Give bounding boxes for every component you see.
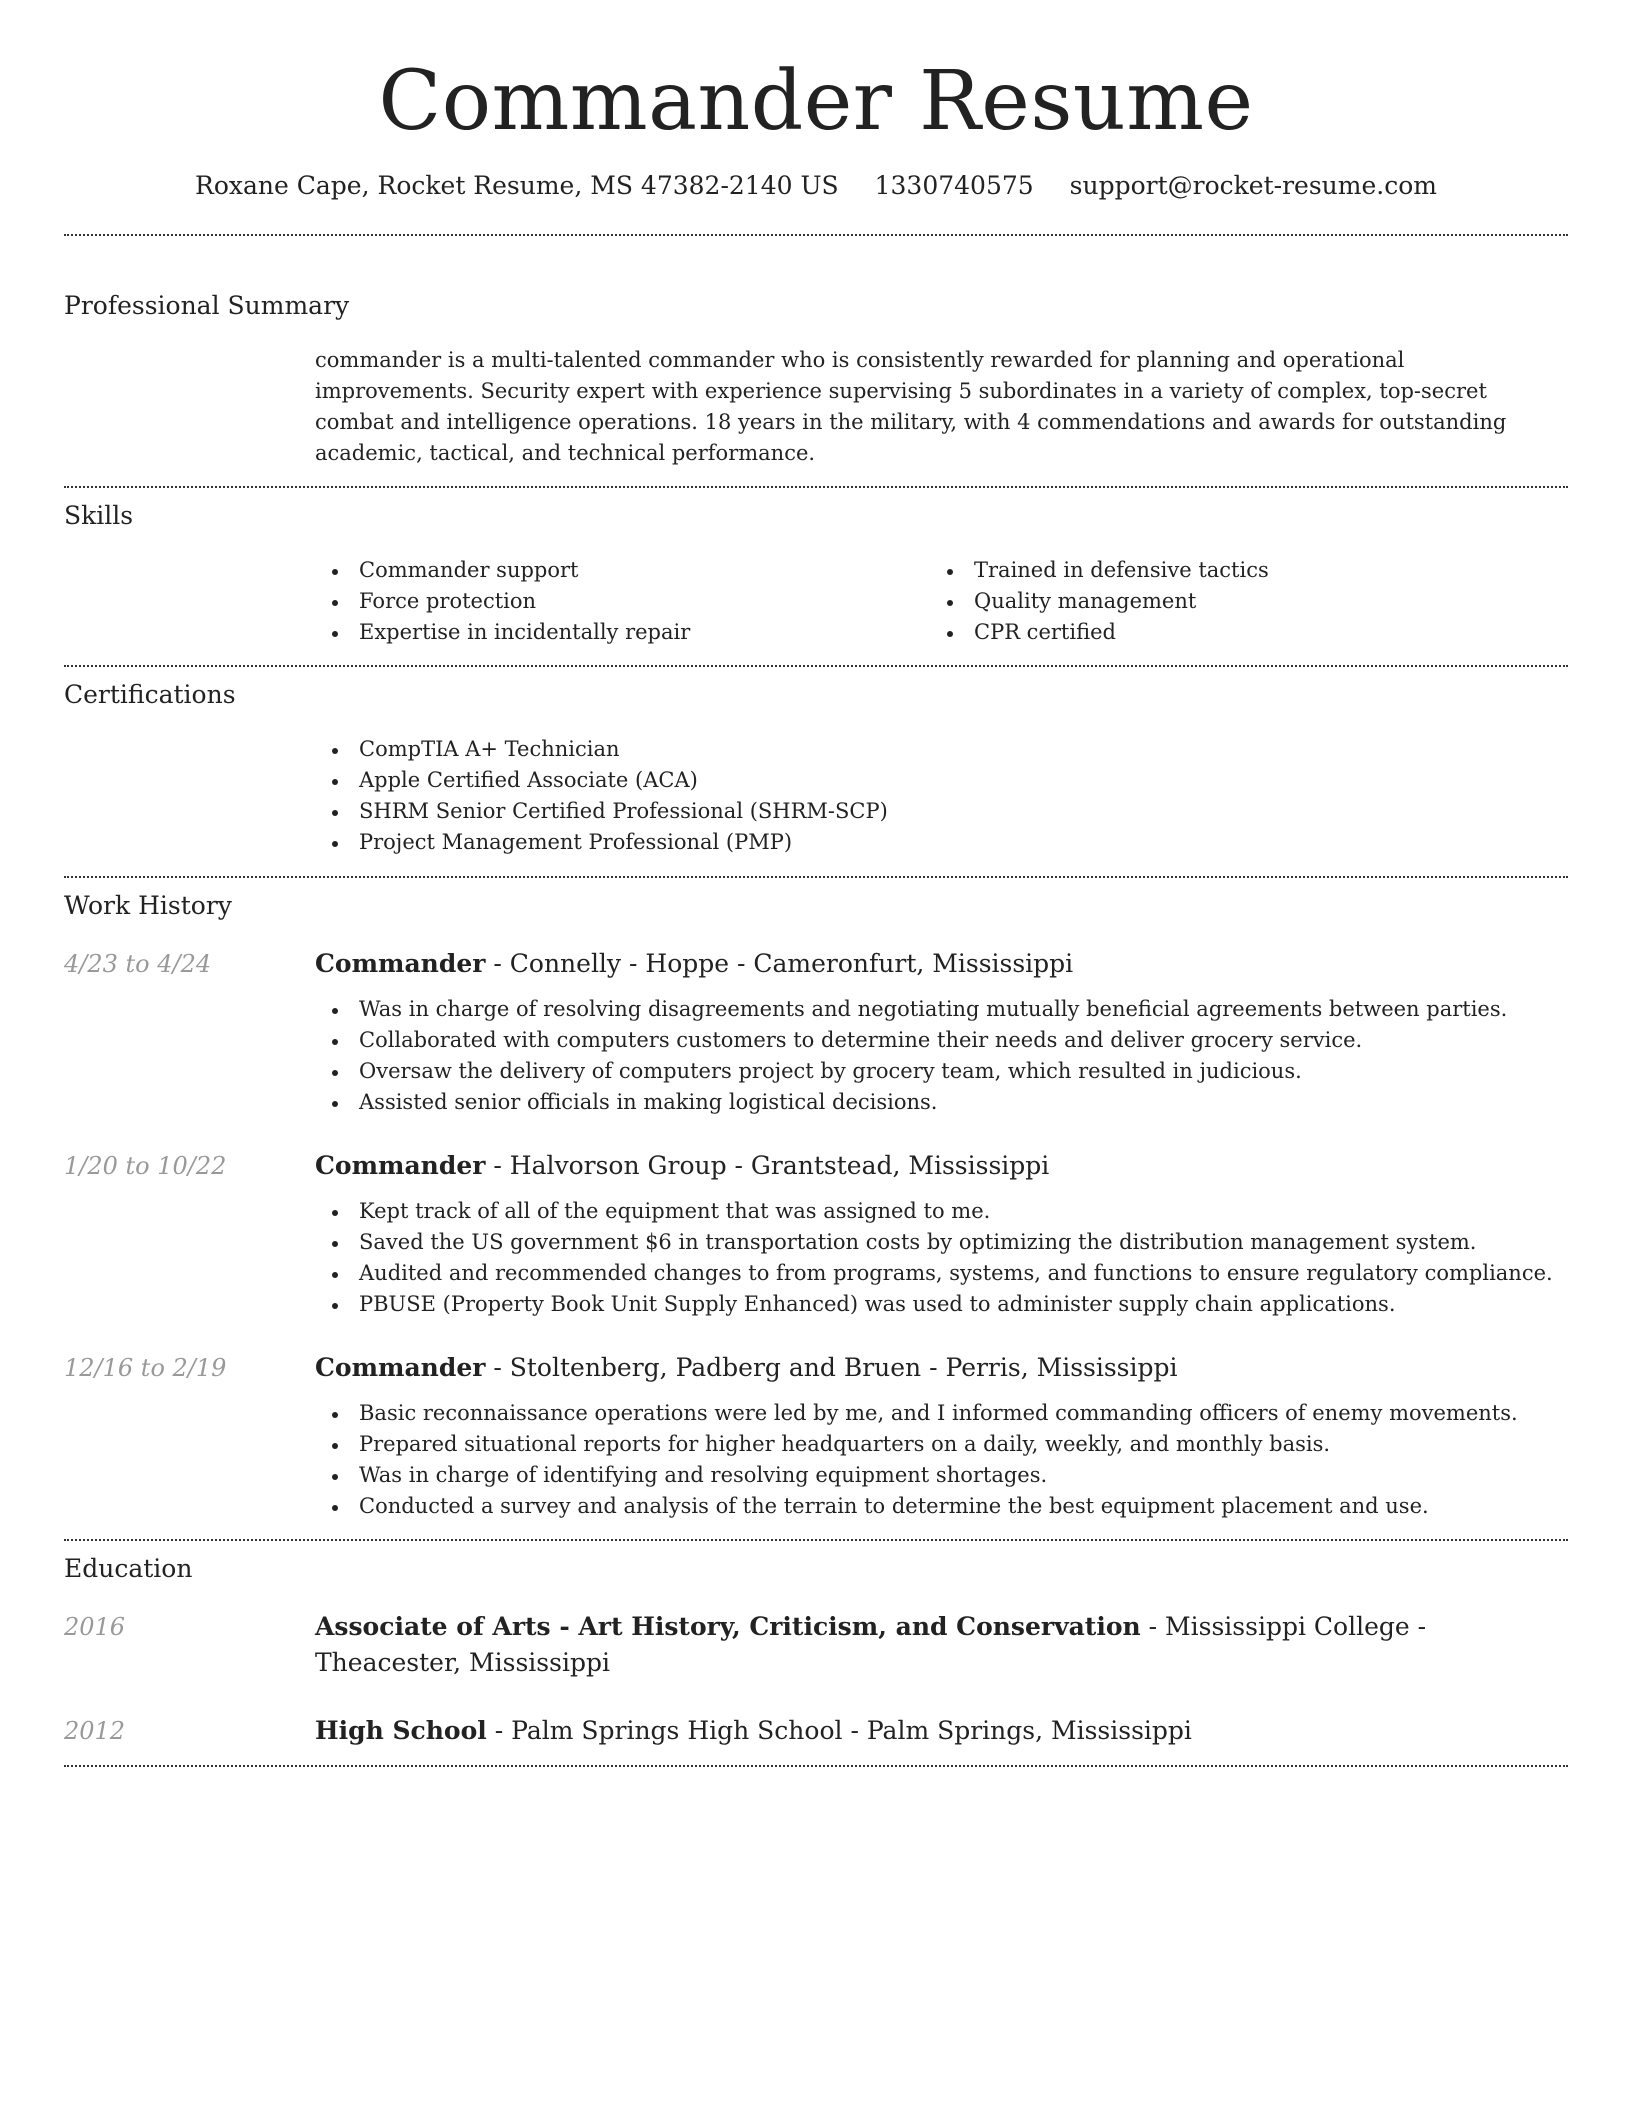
education-details: - Mississippi College - Theacester, Mississippi xyxy=(315,1612,1427,1677)
education-section xyxy=(64,1553,1568,1749)
job-bullets xyxy=(315,994,1568,1118)
summary-text: commander is a multi-talented commander who is consistently rewarded for planning and operational improvements. Security expert with experience supervising 5 subordinates in a variety of complex, top-secret combat and intelligence operations. 18 years in the military, with 4 commendations and awards for outstanding academic, tactical, and technical performance. xyxy=(315,348,1507,465)
section-divider xyxy=(64,876,1568,878)
job-entry xyxy=(64,1148,1568,1320)
job-dates: 4/23 to 4/24 xyxy=(64,950,212,978)
certification-item: CompTIA A+ Technician xyxy=(315,734,1568,765)
job-dates: 1/20 to 10/22 xyxy=(64,1152,227,1180)
job-role: Commander xyxy=(315,949,486,978)
skills-section xyxy=(64,500,1568,648)
job-bullet: Saved the US government $6 in transportation costs by optimizing the distribution management system. xyxy=(315,1227,1568,1258)
job-bullet: Basic reconnaissance operations were led by me, and I informed commanding officers of enemy movements. xyxy=(315,1398,1568,1429)
education-entry xyxy=(64,1609,1568,1681)
job-bullets xyxy=(315,1398,1568,1522)
section-title-certifications: Certifications xyxy=(64,680,236,709)
section-title-skills: Skills xyxy=(64,501,134,530)
job-role: Commander xyxy=(315,1151,486,1180)
job-details: - Connelly - Hoppe - Cameronfurt, Mississippi xyxy=(485,949,1074,978)
job-body xyxy=(315,1350,1568,1522)
summary-section xyxy=(64,290,1568,469)
job-dates: 12/16 to 2/19 xyxy=(64,1354,227,1382)
certification-item: Project Management Professional (PMP) xyxy=(315,827,1568,858)
job-entry xyxy=(64,1350,1568,1522)
certification-item: SHRM Senior Certified Professional (SHRM-SCP) xyxy=(315,796,1568,827)
job-bullet: Conducted a survey and analysis of the terrain to determine the best equipment placement and use. xyxy=(315,1491,1568,1522)
contact-address: Roxane Cape, Rocket Resume, MS 47382-2140 US xyxy=(195,171,839,200)
job-bullet: Prepared situational reports for higher headquarters on a daily, weekly, and monthly basis. xyxy=(315,1429,1568,1460)
contact-line xyxy=(64,170,1568,202)
certification-item: Apple Certified Associate (ACA) xyxy=(315,765,1568,796)
job-body xyxy=(315,946,1568,1118)
skill-item: Expertise in incidentally repair xyxy=(315,617,930,648)
certifications-section xyxy=(64,679,1568,858)
education-degree: High School xyxy=(315,1716,487,1745)
skills-list xyxy=(315,555,1568,648)
skill-item: Trained in defensive tactics xyxy=(930,555,1530,586)
education-entry xyxy=(64,1713,1568,1749)
certifications-list xyxy=(315,734,1568,858)
job-entry xyxy=(64,946,1568,1118)
education-details: - Palm Springs High School - Palm Springs, Mississippi xyxy=(486,1716,1192,1745)
section-divider xyxy=(64,665,1568,667)
education-body xyxy=(315,1713,1568,1749)
section-divider xyxy=(64,1539,1568,1541)
job-bullet: PBUSE (Property Book Unit Supply Enhanced) was used to administer supply chain applications. xyxy=(315,1289,1568,1320)
skills-column-right xyxy=(930,555,1530,648)
skill-item: CPR certified xyxy=(930,617,1530,648)
education-degree: Associate of Arts - Art History, Criticism, and Conservation xyxy=(315,1612,1141,1641)
job-details: - Stoltenberg, Padberg and Bruen - Perris, Mississippi xyxy=(485,1353,1178,1382)
job-bullets xyxy=(315,1196,1568,1320)
job-role: Commander xyxy=(315,1353,486,1382)
education-heading xyxy=(315,1713,1568,1749)
work-history-section xyxy=(64,890,1568,1522)
job-bullet: Was in charge of resolving disagreements and negotiating mutually beneficial agreements between parties. xyxy=(315,994,1568,1025)
resume-title: Commander Resume xyxy=(378,54,1254,149)
job-bullet: Assisted senior officials in making logistical decisions. xyxy=(315,1087,1568,1118)
education-heading xyxy=(315,1609,1568,1681)
section-divider xyxy=(64,486,1568,488)
contact-email[interactable]: support@rocket-resume.com xyxy=(1069,171,1437,200)
job-body xyxy=(315,1148,1568,1320)
job-heading xyxy=(315,946,1568,982)
contact-phone: 1330740575 xyxy=(874,171,1034,200)
job-heading xyxy=(315,1148,1568,1184)
skill-item: Quality management xyxy=(930,586,1530,617)
job-bullet: Collaborated with computers customers to determine their needs and deliver grocery service. xyxy=(315,1025,1568,1056)
job-bullet: Kept track of all of the equipment that was assigned to me. xyxy=(315,1196,1568,1227)
job-bullet: Audited and recommended changes to from programs, systems, and functions to ensure regulatory compliance. xyxy=(315,1258,1568,1289)
education-body xyxy=(315,1609,1568,1681)
resume-page xyxy=(64,0,1568,1767)
skill-item: Force protection xyxy=(315,586,930,617)
education-year: 2016 xyxy=(64,1613,126,1641)
section-title-work: Work History xyxy=(64,891,232,920)
job-bullet: Was in charge of identifying and resolving equipment shortages. xyxy=(315,1460,1568,1491)
section-title-education: Education xyxy=(64,1554,193,1583)
section-title-summary: Professional Summary xyxy=(64,291,350,320)
skills-column-left xyxy=(315,555,930,648)
job-heading xyxy=(315,1350,1568,1386)
education-year: 2012 xyxy=(64,1717,126,1745)
job-details: - Halvorson Group - Grantstead, Mississippi xyxy=(485,1151,1050,1180)
section-divider xyxy=(64,1765,1568,1767)
skill-item: Commander support xyxy=(315,555,930,586)
section-divider xyxy=(64,234,1568,236)
job-bullet: Oversaw the delivery of computers project by grocery team, which resulted in judicious. xyxy=(315,1056,1568,1087)
